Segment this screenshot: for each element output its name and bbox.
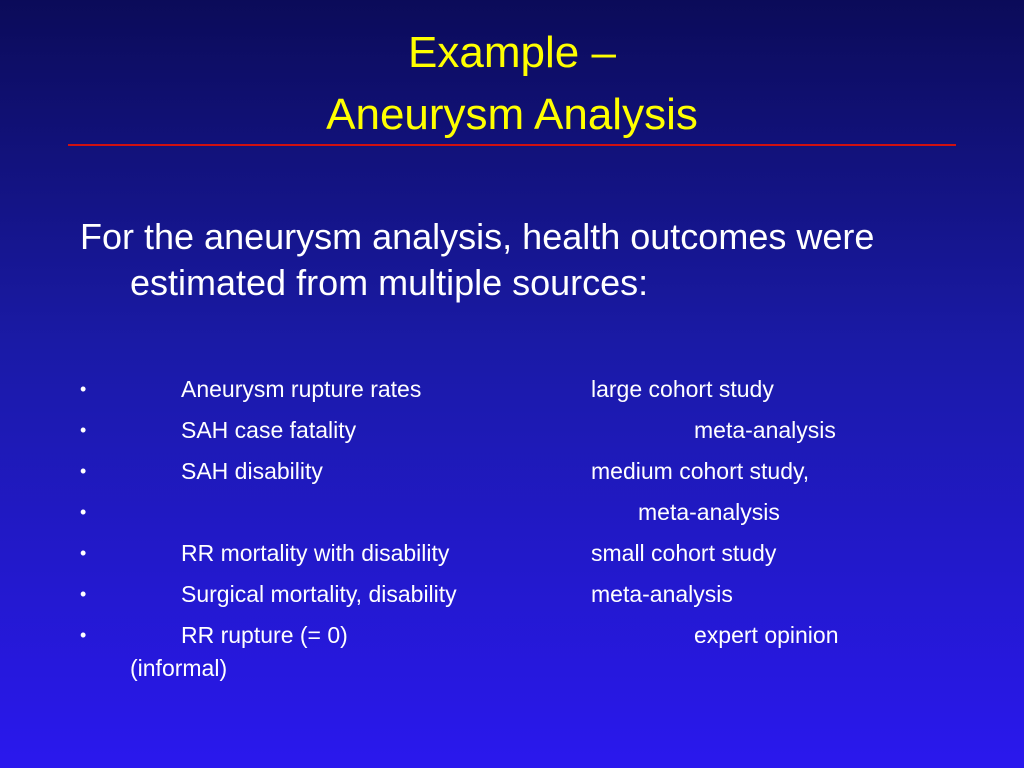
bullet-marker: • — [80, 461, 87, 481]
bullet-row-4 — [0, 497, 1024, 527]
bullet-marker: • — [80, 379, 87, 399]
bullet-source-text: small cohort study — [591, 540, 777, 566]
bullet-source-text: meta-analysis — [694, 417, 836, 443]
intro-line-2: estimated from multiple sources: — [130, 262, 649, 303]
bullet-row-2 — [0, 415, 1024, 445]
bullet-source-text: expert opinion — [694, 622, 839, 648]
bullet-row-5 — [0, 538, 1024, 568]
bullet-marker: • — [80, 420, 87, 440]
slide-title-line-2: Aneurysm Analysis — [326, 90, 698, 139]
bullet-source-text: meta-analysis — [638, 499, 780, 525]
slide-title-line-1: Example – — [408, 28, 616, 77]
bullet-source-text: large cohort study — [591, 376, 774, 402]
bullet-source-text: medium cohort study, — [591, 458, 810, 484]
bullet-item-text: RR rupture (= 0) — [181, 622, 348, 648]
intro-line-1: For the aneurysm analysis, health outcomes were — [80, 216, 875, 257]
title-divider — [68, 144, 956, 146]
bullet-row-7 — [0, 620, 1024, 681]
bullet-marker: • — [80, 584, 87, 604]
bullet-item-text: RR mortality with disability — [181, 540, 450, 566]
bullet-source-text: meta-analysis — [591, 581, 733, 607]
bullet-row-6 — [0, 579, 1024, 609]
bullet-marker: • — [80, 625, 87, 645]
bullet-item-text: SAH disability — [181, 458, 323, 484]
bullet-item-text: Surgical mortality, disability — [181, 581, 457, 607]
bullet-continuation-text: (informal) — [130, 655, 228, 681]
bullet-item-text: Aneurysm rupture rates — [181, 376, 422, 402]
bullet-item-text: SAH case fatality — [181, 417, 357, 443]
bullet-row-1 — [0, 374, 1024, 404]
bullet-row-3 — [0, 456, 1024, 486]
bullet-marker: • — [80, 543, 87, 563]
bullet-marker: • — [80, 502, 87, 522]
